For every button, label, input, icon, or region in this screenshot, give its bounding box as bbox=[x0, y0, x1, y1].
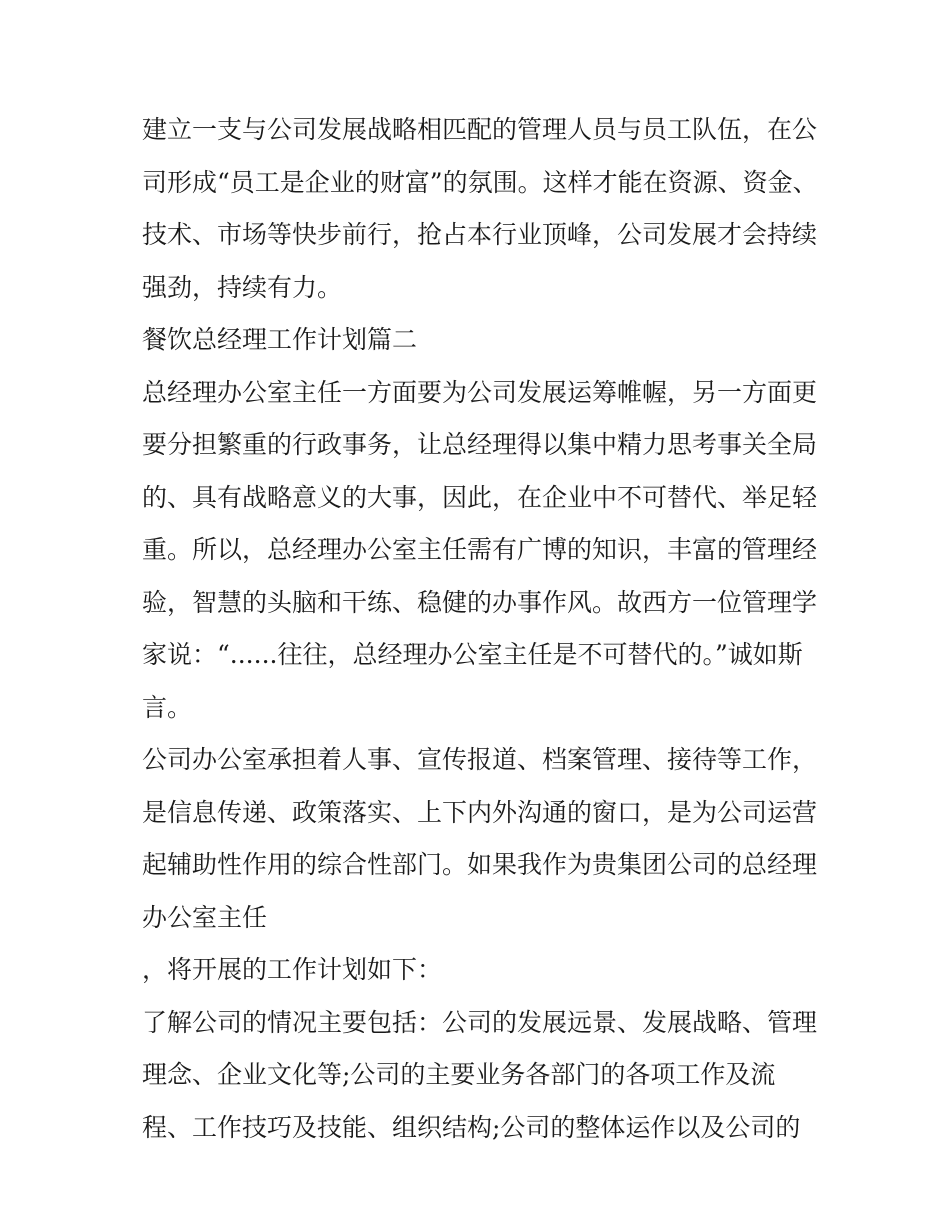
section-heading: 餐饮总经理工作计划篇二 bbox=[142, 325, 418, 354]
text-line: 家说：“......往往，总经理办公室主任是不可替代的。”诚如斯 bbox=[142, 640, 803, 669]
text-line: 理念、企业文化等;公司的主要业务各部门的各项工作及流 bbox=[142, 1060, 776, 1089]
text-line: 程、工作技巧及技能、组织结构;公司的整体运作以及公司的 bbox=[142, 1112, 801, 1142]
document-body bbox=[142, 104, 822, 1154]
text-line: 办公室主任 bbox=[142, 902, 268, 932]
text-line: 重。所以，总经理办公室主任需有广博的知识，丰富的管理经 bbox=[142, 535, 818, 564]
text-line: 了解公司的情况主要包括：公司的发展远景、发展战略、管理 bbox=[142, 1007, 818, 1037]
text-line: 强劲，持续有力。 bbox=[142, 272, 343, 302]
text-line: 起辅助性作用的综合性部门。如果我作为贵集团公司的总经理 bbox=[142, 850, 818, 879]
text-line: 要分担繁重的行政事务，让总经理得以集中精力思考事关全局 bbox=[142, 430, 818, 459]
text-line: 的、具有战略意义的大事，因此，在企业中不可替代、举足轻 bbox=[142, 482, 818, 512]
text-line: 总经理办公室主任一方面要为公司发展运筹帷幄，另一方面更 bbox=[142, 377, 818, 407]
text-line: ，将开展的工作计划如下： bbox=[142, 955, 443, 984]
text-line: 建立一支与公司发展战略相匹配的管理人员与员工队伍，在公 bbox=[142, 115, 818, 144]
text-line: 是信息传递、政策落实、上下内外沟通的窗口，是为公司运营 bbox=[142, 797, 818, 827]
text-line: 公司办公室承担着人事、宣传报道、档案管理、接待等工作， bbox=[142, 745, 818, 774]
text-line: 言。 bbox=[142, 692, 193, 722]
text-line: 技术、市场等快步前行，抢占本行业顶峰，公司发展才会持续 bbox=[142, 220, 818, 249]
text-line: 验，智慧的头脑和干练、稳健的办事作风。故西方一位管理学 bbox=[142, 587, 818, 617]
text-line: 司形成“员工是企业的财富”的氛围。这样才能在资源、资金、 bbox=[142, 167, 818, 197]
